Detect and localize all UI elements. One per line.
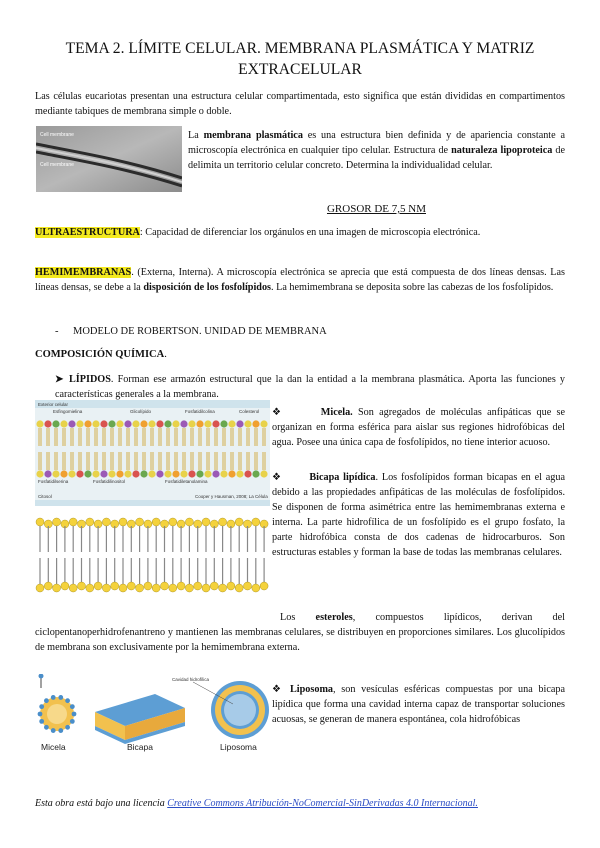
bicapa-term: Bicapa lipídica <box>309 472 376 483</box>
fig1-label-5: Fosfatidilserina <box>38 479 69 484</box>
membrana-term: membrana plasmática <box>203 130 303 141</box>
bicapa-diagram <box>95 694 185 744</box>
fig1-label-8: Citosol <box>38 494 52 499</box>
liposoma-paragraph: ❖ Liposoma, son vesículas esféricas compuestas por una bicapa lipídica que forma una cavidad interna capaz de transportar soluciones acuosas, se generan de manera espontánea, cola hidrofóbicas <box>272 684 566 725</box>
membrana-paragraph: La membrana plasmática es una estructura bien definida y de apariencia constante a microscopía electrónica en cualquier tipo celular. Estructura de naturaleza lipoproteica de delimita un territorio celular concreto. Determina la individualidad celular. <box>188 130 566 171</box>
bilayer-figure <box>35 508 270 603</box>
fig1-label-7: Fosfatidiletanolamina <box>165 479 208 484</box>
hemimembranas-paragraph: HEMIMEMBRANAS. (Externa, Interna). A microscopía electrónica se aprecia que está compuesta de dos líneas densas. Las líneas densas, se debe a la disposición de los fosfolípidos. La hemimembrana se deposita sobre las cabezas de los fosfolípidos. <box>35 267 565 293</box>
diamond-bullet-icon: ❖ <box>272 472 283 483</box>
esteroles-term: esteroles <box>315 612 353 623</box>
membrane-lipids-figure <box>35 400 270 506</box>
modelo-item: - MODELO DE ROBERTSON. UNIDAD DE MEMBRANA <box>55 326 327 337</box>
fig1-label-0: Exterior celular <box>38 402 69 407</box>
license-link[interactable]: Creative Commons Atribución-NoComercial-SinDerivadas 4.0 Internacional. <box>167 798 478 809</box>
grosor-heading: GROSOR DE 7,5 NM <box>326 203 426 215</box>
membrane-micrograph <box>36 126 182 192</box>
diamond-bullet-icon: ❖ <box>272 684 285 695</box>
cavidad-label: Cavidad hidrofílica <box>172 677 210 682</box>
fig1-label-3: Fosfatidilcolina <box>185 409 215 414</box>
fig1-label-9: Cooper y Hausman, 2008; La Célula <box>195 494 268 499</box>
micela-diagram <box>38 674 77 733</box>
fig1-label-4: Colesterol <box>239 409 260 414</box>
license-footer: Esta obra está bajo una licencia Creative Commons Atribución-NoComercial-SinDerivadas 4.0 Internacional. <box>35 798 478 809</box>
ultraestructura-paragraph: ULTRAESTRUCTURA: Capacidad de diferenciar los orgánulos en una imagen de microscopia electrónica. <box>35 227 481 238</box>
micrograph-label-1: Cell membrane <box>40 132 74 138</box>
liposoma-diagram <box>211 681 269 739</box>
ultraestructura-term: ULTRAESTRUCTURA <box>35 227 140 238</box>
micela-term: Micela. <box>320 407 353 418</box>
diamond-bullet-icon: ❖ <box>272 407 284 418</box>
arrow-bullet-icon: ➤ <box>55 374 64 385</box>
micela-caption: Micela <box>41 742 66 752</box>
liposoma-term: Liposoma <box>290 684 334 695</box>
bicapa-paragraph: ❖ Bicapa lipídica. Los fosfolípidos forman bicapas en el agua debido a las propiedades anfipáticas de las moléculas de fosfolípidos. Se disponen de forma asimétrica entre las hemimembranas externa e interna. La parte hidrofílica de un fosfolípido es el grupo fosfato, la parte hidrofóbica consta de dos cadenas de hidrocarburos. Son estructuras estables y forman la base de todas las membranas celulares. <box>272 472 566 558</box>
liposoma-caption: Liposoma <box>220 742 257 752</box>
page-title: TEMA 2. LÍMITE CELULAR. MEMBRANA PLASMÁTICA Y MATRIZ EXTRACELULAR <box>65 40 535 78</box>
esteroles-paragraph: Los esteroles, compuestos lipídicos, derivan del ciclopentanoperhidrofenantreno y mantienen las membranas celulares, se distribuyen en proporciones similares. Los glucolípidos de membrana son exclusivamente por la hemimembrana externa. <box>35 612 566 653</box>
bicapa-caption: Bicapa <box>127 742 153 752</box>
intro-paragraph: Las células eucariotas presentan una estructura celular compartimentada, esto significa que están divididas en compartimentos mediante tabiques de membrana simple o doble. <box>35 91 565 117</box>
fig1-label-6: Fosfatidilinositol <box>93 479 126 484</box>
hemimembranas-term: HEMIMEMBRANAS <box>35 267 132 278</box>
fig1-label-2: Glicolípido <box>130 409 152 414</box>
fig1-label-1: Esfingomielina <box>53 409 83 414</box>
micela-paragraph: ❖ Micela. Son agregados de moléculas anfipáticas que se organizan en forma esférica para aislar sus regiones hidrofóbicas del agua. Posee una única capa de fosfolípidos, no tiene interior acuoso. <box>272 407 565 448</box>
lipoproteica-term: naturaleza lipoproteica <box>451 145 553 156</box>
lipidos-paragraph: ➤ LÍPIDOS. Forman ese armazón estructural que la dan la entidad a la membrana plasmática. Aporta las funciones y características generales a la membrana. <box>55 374 565 400</box>
lipidos-term: LÍPIDOS <box>69 374 111 385</box>
micrograph-label-2: Cell membrane <box>40 162 74 168</box>
composicion-heading: COMPOSICIÓN QUÍMICA. <box>35 349 167 360</box>
micela-bicapa-liposoma-figure <box>35 674 270 754</box>
